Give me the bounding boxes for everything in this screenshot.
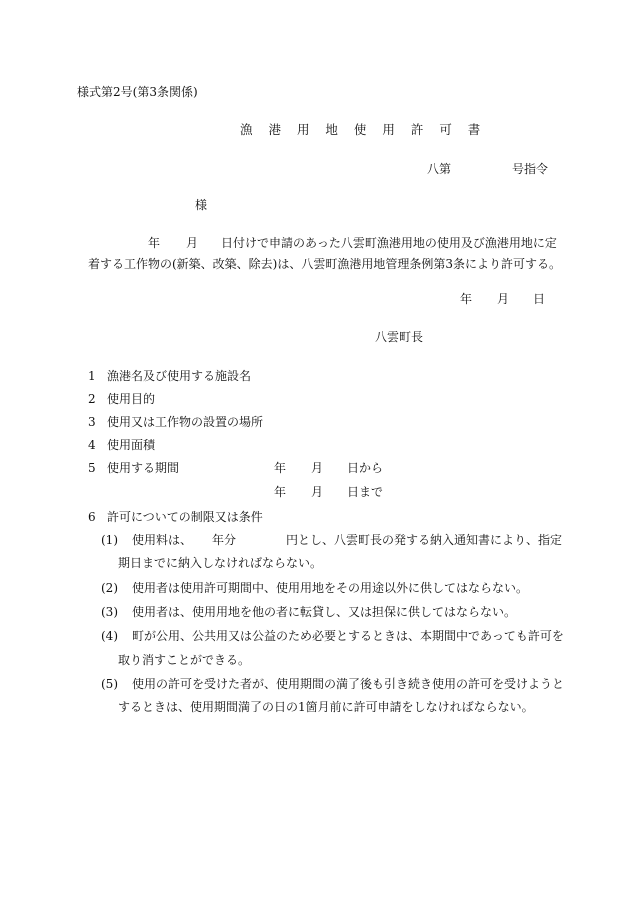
condition-text: 使用者は使用許可期間中、使用用地をその用途以外に供してはならない。	[132, 581, 529, 595]
condition-number: (3)	[101, 605, 118, 619]
date-day: 日	[533, 292, 546, 306]
doc-number-suffix: 号指令	[512, 162, 549, 176]
item-number: 4	[88, 438, 96, 452]
condition-number: (4)	[101, 629, 118, 643]
date-year: 年	[460, 292, 473, 306]
period-to-year: 年	[274, 485, 287, 499]
condition-text: 使用者は、使用用地を他の者に転貸し、又は担保に供してはならない。	[132, 605, 517, 619]
form-label: 様式第2号(第3条関係)	[77, 85, 198, 99]
item-label: 許可についての制限又は条件	[107, 510, 263, 524]
item-label: 漁港名及び使用する施設名	[107, 369, 252, 383]
condition-text: 期日までに納入しなければならない。	[118, 556, 323, 570]
item-label: 使用目的	[107, 392, 156, 406]
body-line1: 日付けで申請のあった八雲町漁港用地の使用及び漁港用地に定	[221, 236, 557, 250]
item-number: 1	[88, 369, 96, 383]
condition-text: 円とし、八雲町長の発する納入通知書により、指定	[286, 533, 563, 547]
condition-text: 取り消すことができる。	[118, 653, 251, 667]
item-number: 6	[88, 510, 96, 524]
date-month: 月	[497, 292, 510, 306]
period-to-month: 月	[311, 485, 324, 499]
item-label: 使用面積	[107, 438, 156, 452]
period-from-year: 年	[274, 461, 287, 475]
item-label: 使用又は工作物の設置の場所	[107, 415, 264, 429]
period-from-month: 月	[311, 461, 324, 475]
item-number: 3	[88, 415, 96, 429]
body-year: 年	[148, 236, 161, 250]
doc-number-prefix: 八第	[427, 162, 452, 176]
condition-number: (1)	[101, 533, 118, 547]
item-label: 使用する期間	[107, 461, 180, 475]
period-to-day: 日まで	[347, 485, 384, 499]
body-month: 月	[186, 236, 199, 250]
issuer: 八雲町長	[375, 330, 424, 344]
body-line2: 着する工作物の(新築、改築、除去)は、八雲町漁港用地管理条例第3条により許可する。	[88, 257, 562, 271]
condition-text: するときは、使用期間満了の日の1箇月前に許可申請をしなければならない。	[118, 700, 534, 714]
item-number: 5	[88, 461, 96, 475]
period-from-day: 日から	[347, 461, 384, 475]
condition-text: 使用料は、	[132, 533, 193, 547]
condition-text: 年分	[212, 533, 237, 547]
condition-number: (5)	[101, 677, 118, 691]
document-title: 漁 港 用 地 使 用 許 可 書	[240, 122, 487, 137]
addressee-suffix: 様	[195, 198, 208, 212]
item-number: 2	[88, 392, 96, 406]
condition-text: 使用の許可を受けた者が、使用期間の満了後も引き続き使用の許可を受けようと	[132, 677, 565, 691]
condition-number: (2)	[101, 581, 118, 595]
condition-text: 町が公用、公共用又は公益のため必要とするときは、本期間中であっても許可を	[132, 629, 564, 643]
